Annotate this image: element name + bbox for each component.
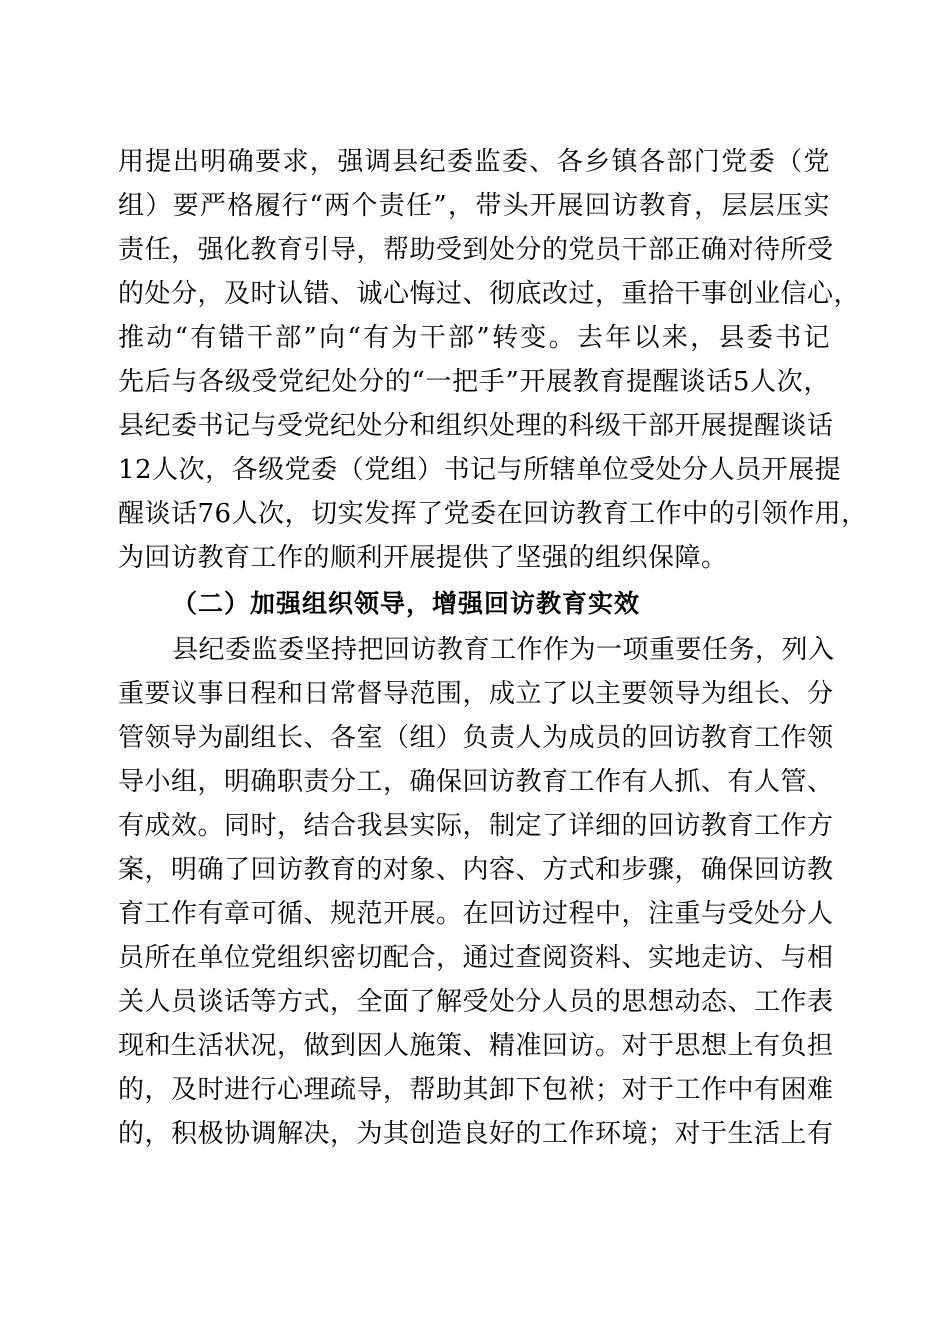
paragraph-line: 的处分，及时认错、诚心悔过、彻底改过，重拾干事创业信心， bbox=[118, 279, 861, 309]
paragraph-line: 县纪委监委坚持把回访教育工作作为一项重要任务，列入 bbox=[172, 635, 835, 665]
paragraph-line: 推动“有错干部”向“有为干部”转变。去年以来，县委书记 bbox=[118, 323, 830, 353]
paragraph-line: 为回访教育工作的顺利开展提供了坚强的组织保障。 bbox=[118, 543, 728, 573]
paragraph-line: 导小组，明确职责分工，确保回访教育工作有人抓、有人管、 bbox=[118, 767, 834, 797]
paragraph-line: 关人员谈话等方式，全面了解受处分人员的思想动态、工作表 bbox=[118, 987, 834, 1017]
paragraph-line: 责任，强化教育引导，帮助受到处分的党员干部正确对待所受 bbox=[118, 235, 834, 265]
paragraph-line: 有成效。同时，结合我县实际，制定了详细的回访教育工作方 bbox=[118, 811, 834, 841]
paragraph-line: 案，明确了回访教育的对象、内容、方式和步骤，确保回访教 bbox=[118, 855, 834, 885]
paragraph-line: 的，积极协调解决，为其创造良好的工作环境；对于生活上有 bbox=[118, 1119, 834, 1149]
paragraph-line: 管领导为副组长、各室（组）负责人为成员的回访教育工作领 bbox=[118, 723, 834, 753]
paragraph-line: 育工作有章可循、规范开展。在回访过程中，注重与受处分人 bbox=[118, 899, 834, 929]
paragraph-line: 组）要严格履行“两个责任”，带头开展回访教育，层层压实 bbox=[118, 191, 830, 221]
paragraph-line: 现和生活状况，做到因人施策、精准回访。对于思想上有负担 bbox=[118, 1031, 834, 1061]
paragraph-line: 用提出明确要求，强调县纪委监委、各乡镇各部门党委（党 bbox=[118, 147, 830, 177]
paragraph-line: 醒谈话76人次，切实发挥了党委在回访教育工作中的引领作用， bbox=[118, 499, 868, 529]
paragraph-line: 重要议事日程和日常督导范围，成立了以主要领导为组长、分 bbox=[118, 679, 834, 709]
paragraph-line: 12人次，各级党委（党组）书记与所辖单位受处分人员开展提 bbox=[118, 455, 842, 485]
section-heading: （二）加强组织领导，增强回访教育实效 bbox=[172, 589, 641, 618]
paragraph-line: 先后与各级受党纪处分的“一把手”开展教育提醒谈话5人次， bbox=[118, 367, 830, 397]
paragraph-line: 县纪委书记与受党纪处分和组织处理的科级干部开展提醒谈话 bbox=[118, 411, 834, 441]
paragraph-line: 员所在单位党组织密切配合，通过查阅资料、实地走访、与相 bbox=[118, 943, 834, 973]
paragraph-line: 的，及时进行心理疏导，帮助其卸下包袱；对于工作中有困难 bbox=[118, 1075, 834, 1105]
